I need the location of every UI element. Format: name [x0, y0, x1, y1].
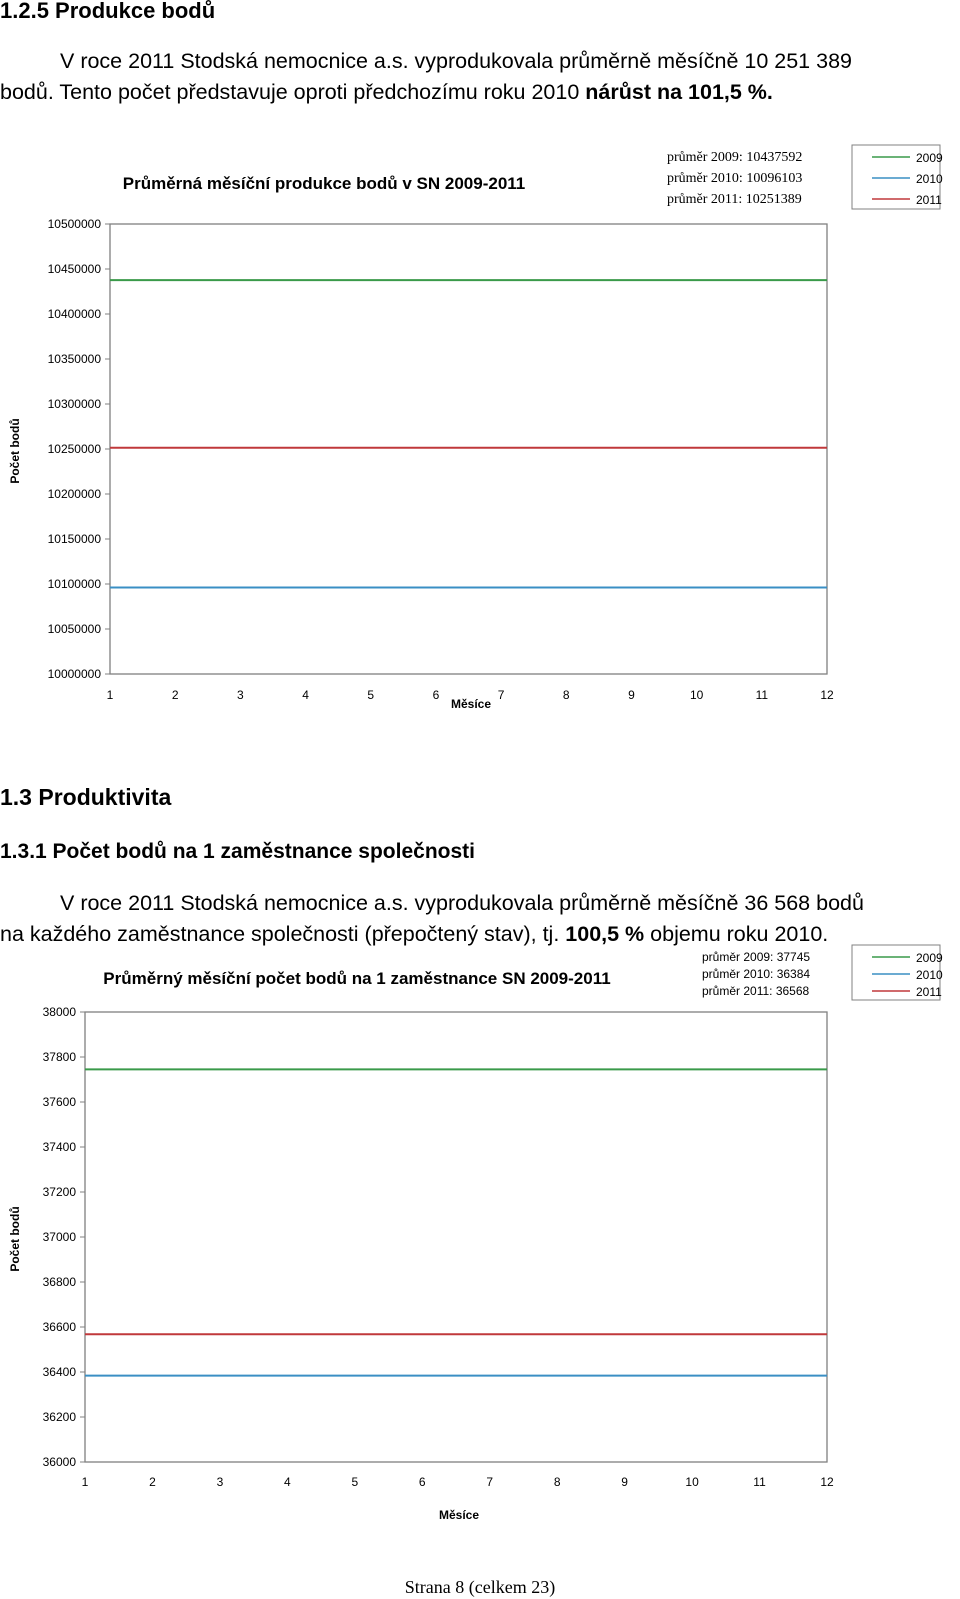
x-tick-label: 4 [284, 1475, 291, 1489]
legend-label-2011: 2011 [916, 985, 942, 999]
y-axis-title: Počet bodů [8, 418, 22, 484]
y-tick-label: 10500000 [47, 217, 101, 231]
x-tick-label: 8 [562, 688, 570, 702]
x-tick-label: 3 [237, 688, 244, 702]
x-tick-label: 6 [418, 1475, 426, 1489]
x-tick-label: 11 [753, 1475, 766, 1489]
y-tick-label: 10150000 [47, 532, 101, 546]
average-annotation: průměr 2011: 10251389 [667, 192, 802, 207]
chart-title: Průměrný měsíční počet bodů na 1 zaměstnance SN 2009-2011 [103, 969, 611, 988]
paragraph-line [0, 77, 960, 108]
y-tick-label: 10100000 [47, 577, 101, 591]
y-tick-label: 37000 [42, 1230, 76, 1244]
chart-produkce-bodu [0, 140, 960, 760]
x-tick-label: 12 [820, 688, 834, 702]
y-tick-label: 37400 [42, 1140, 76, 1154]
y-tick-label: 10250000 [47, 442, 101, 456]
paragraph-line: V roce 2011 Stodská nemocnice a.s. vyprodukovala průměrně měsíčně 36 568 bodů [60, 891, 864, 915]
x-tick-label: 9 [628, 688, 635, 702]
x-axis-title: Měsíce [438, 1508, 480, 1522]
paragraph-body-na-zamestnance [0, 888, 960, 950]
paragraph-emphasis: 100,5 % [565, 922, 645, 946]
y-tick-label: 36600 [42, 1320, 76, 1334]
paragraph-text: na každého zaměstnance společnosti (přepočtený stav), tj. [0, 922, 566, 946]
x-tick-label: 10 [685, 1475, 699, 1489]
legend-label-2009: 2009 [916, 951, 943, 965]
x-tick-label: 1 [81, 1475, 89, 1489]
section-heading-produktivita: 1.3 Produktivita [0, 784, 172, 810]
average-annotation: průměr 2009: 37745 [702, 950, 811, 964]
legend-label-2009: 2009 [916, 151, 943, 165]
section-heading-produkce-bodu: 1.2.5 Produkce bodů [0, 0, 216, 23]
y-tick-label: 36200 [42, 1410, 76, 1424]
y-tick-label: 37200 [42, 1185, 76, 1199]
x-tick-label: 5 [351, 1475, 359, 1489]
x-tick-label: 7 [486, 1475, 494, 1489]
y-tick-label: 10400000 [47, 307, 101, 321]
paragraph-produkce-bodu [0, 46, 960, 108]
y-tick-label: 10200000 [47, 487, 101, 501]
x-tick-label: 1 [106, 688, 114, 702]
y-tick-label: 10050000 [47, 622, 101, 636]
x-tick-label: 3 [216, 1475, 224, 1489]
average-annotation: průměr 2010: 36384 [702, 967, 811, 981]
x-tick-label: 7 [497, 688, 505, 702]
y-tick-label: 36800 [42, 1275, 76, 1289]
x-tick-label: 8 [553, 1475, 561, 1489]
page-footer: Strana 8 (celkem 23) [404, 1577, 556, 1597]
chart-body-na-zamestnance [0, 950, 960, 1570]
x-tick-label: 2 [171, 688, 179, 702]
legend-label-2010: 2010 [916, 968, 943, 982]
y-tick-label: 10000000 [47, 667, 101, 681]
paragraph-line: V roce 2011 Stodská nemocnice a.s. vyprodukovala průměrně měsíčně 10 251 389 [60, 49, 852, 73]
y-tick-label: 10300000 [47, 397, 101, 411]
paragraph-line [0, 919, 960, 950]
y-tick-label: 38000 [42, 1005, 76, 1019]
x-tick-label: 12 [820, 1475, 834, 1489]
average-annotation: průměr 2009: 10437592 [667, 150, 803, 165]
plot-area [85, 1012, 827, 1462]
y-tick-label: 10450000 [47, 262, 101, 276]
y-tick-label: 36400 [42, 1365, 76, 1379]
plot-area [110, 224, 827, 674]
average-annotation: průměr 2010: 10096103 [667, 171, 803, 186]
x-tick-label: 5 [367, 688, 375, 702]
chart-title: Průměrná měsíční produkce bodů v SN 2009-2011 [122, 174, 526, 193]
x-tick-label: 2 [149, 1475, 156, 1489]
x-tick-label: 4 [302, 688, 309, 702]
section-heading-body-na-zamestnance: 1.3.1 Počet bodů na 1 zaměstnance společnosti [0, 840, 475, 863]
legend-label-2010: 2010 [916, 172, 943, 186]
y-tick-label: 36000 [42, 1455, 76, 1469]
y-tick-label: 37600 [42, 1095, 76, 1109]
paragraph-text: objemu roku 2010. [644, 922, 829, 946]
paragraph-text: bodů. Tento počet představuje oproti předchozímu roku 2010 [0, 80, 586, 104]
x-tick-label: 10 [689, 688, 704, 702]
x-axis-title: Měsíce [450, 697, 492, 711]
x-tick-label: 9 [621, 1475, 628, 1489]
y-tick-label: 37800 [42, 1050, 76, 1064]
y-axis-title: Počet bodů [8, 1206, 22, 1272]
y-tick-label: 10350000 [47, 352, 101, 366]
x-tick-label: 11 [755, 688, 769, 702]
average-annotation: průměr 2011: 36568 [702, 984, 810, 998]
paragraph-emphasis: nárůst na 101,5 %. [585, 80, 773, 104]
legend-label-2011: 2011 [916, 193, 942, 207]
x-tick-label: 6 [432, 688, 440, 702]
